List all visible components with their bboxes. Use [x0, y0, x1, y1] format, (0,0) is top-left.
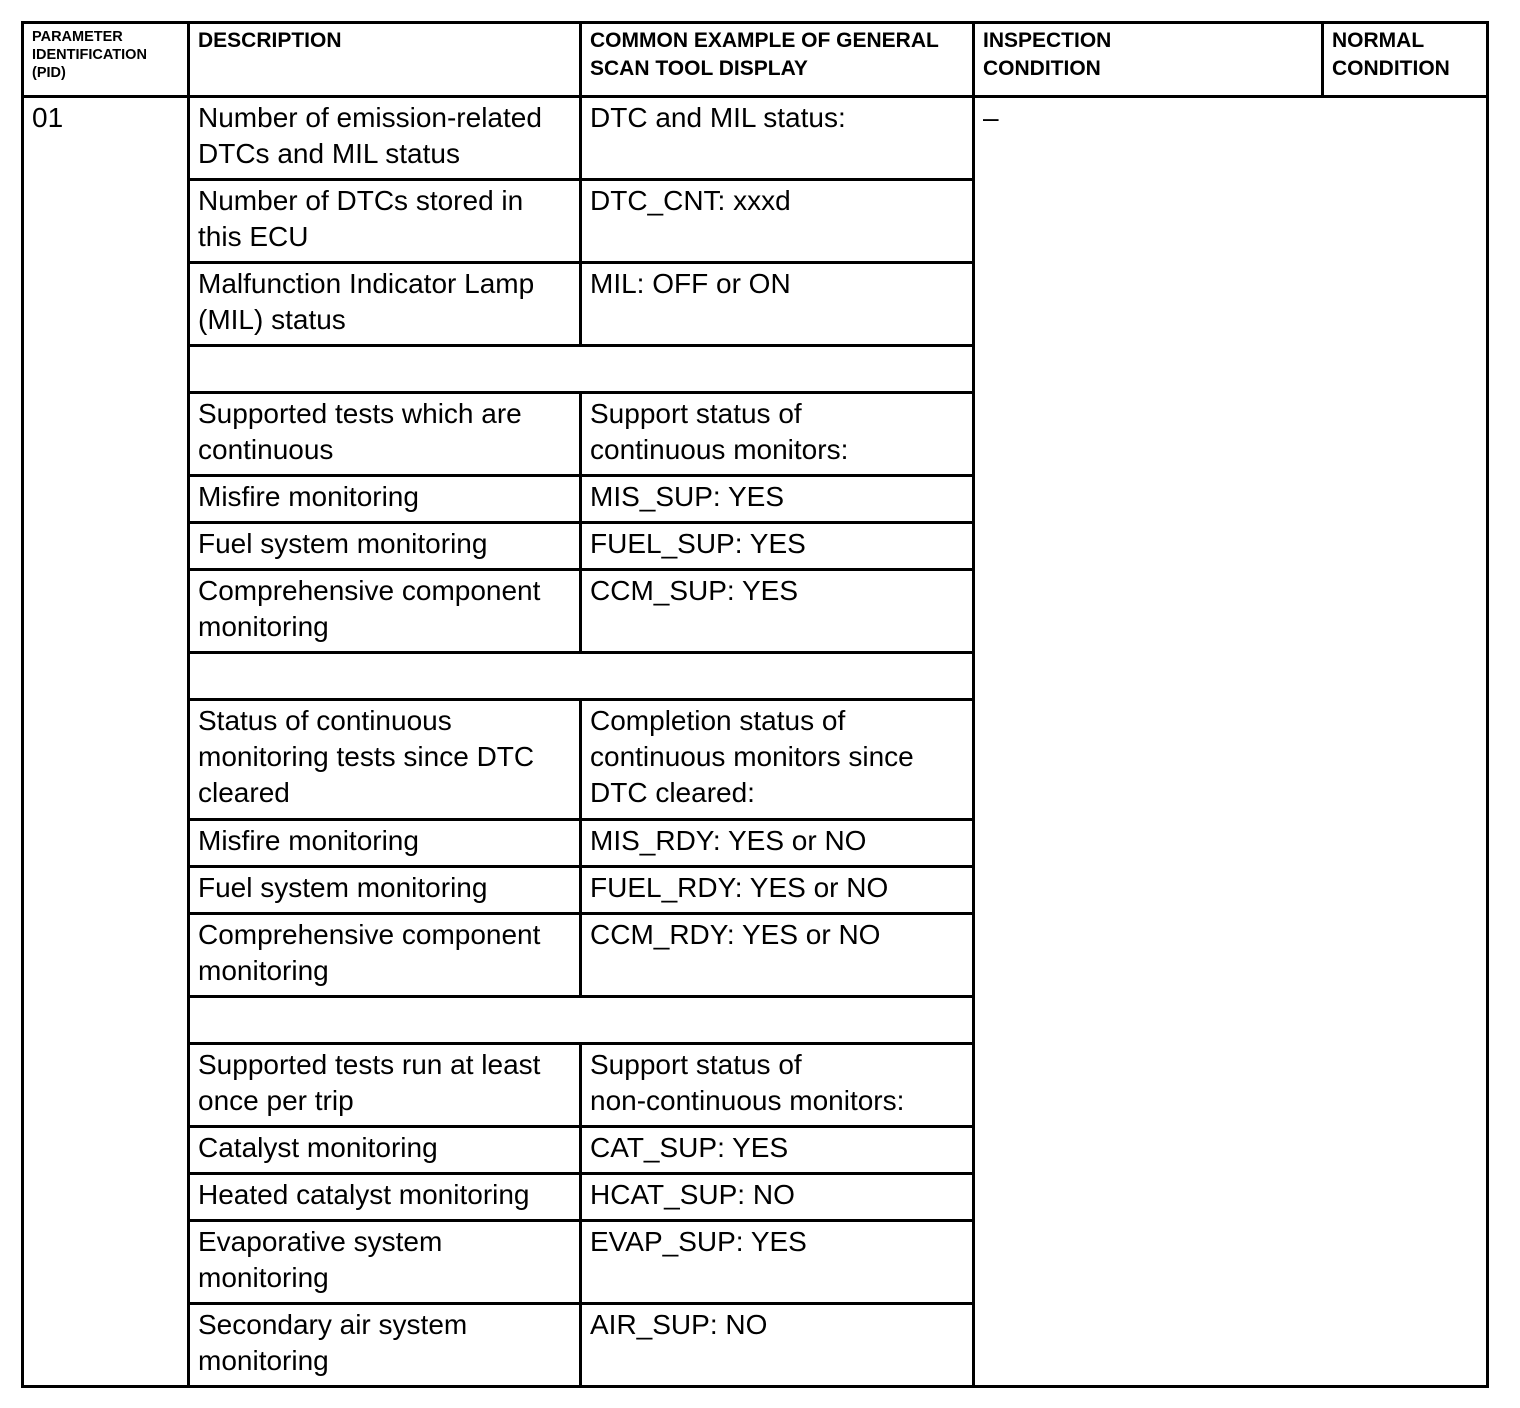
- description-cell: [189, 476, 581, 523]
- pid-cell: [23, 97, 189, 1387]
- header-display-line: COMMON EXAMPLE OF GENERAL: [590, 29, 939, 52]
- description-line: Supported tests which are: [198, 398, 522, 429]
- display-cell: [581, 1174, 974, 1221]
- description-line: DTCs and MIL status: [198, 138, 460, 169]
- display-line: FUEL_RDY: YES or NO: [590, 872, 889, 903]
- header-display: [581, 23, 974, 97]
- description-cell: [189, 1304, 581, 1387]
- display-line: continuous monitors:: [590, 434, 849, 465]
- header-normal: [1323, 23, 1488, 97]
- display-line: AIR_SUP: NO: [590, 1309, 768, 1340]
- display-cell: [581, 867, 974, 914]
- display-line: non-continuous monitors:: [590, 1085, 905, 1116]
- description-line: Misfire monitoring: [198, 481, 419, 512]
- spacer-cell: [189, 346, 974, 393]
- table-row: [23, 97, 1488, 180]
- description-line: Catalyst monitoring: [198, 1132, 438, 1163]
- description-cell: [189, 97, 581, 180]
- description-cell: [189, 1174, 581, 1221]
- spacer-cell: [189, 997, 974, 1044]
- header-inspection: [974, 23, 1323, 97]
- inspection-value: –: [983, 102, 999, 133]
- description-cell: [189, 1044, 581, 1127]
- header-pid-line: IDENTIFICATION: [32, 47, 147, 63]
- description-line: Heated catalyst monitoring: [198, 1179, 530, 1210]
- header-inspection-line: CONDITION: [983, 57, 1101, 80]
- display-cell: [581, 914, 974, 997]
- pid-value: 01: [32, 102, 64, 133]
- header-normal-line: NORMAL: [1332, 29, 1425, 52]
- description-cell: [189, 263, 581, 346]
- description-line: this ECU: [198, 221, 309, 252]
- description-line: monitoring tests since DTC: [198, 741, 535, 772]
- description-line: monitoring: [198, 611, 329, 642]
- display-line: DTC cleared:: [590, 777, 755, 808]
- description-line: monitoring: [198, 955, 329, 986]
- description-line: Evaporative system: [198, 1226, 443, 1257]
- header-normal-line: CONDITION: [1332, 57, 1450, 80]
- description-cell: [189, 1221, 581, 1304]
- display-line: CCM_SUP: YES: [590, 575, 798, 606]
- description-line: (MIL) status: [198, 304, 346, 335]
- description-line: Fuel system monitoring: [198, 872, 488, 903]
- description-cell: [189, 867, 581, 914]
- header-pid-line: (PID): [32, 65, 66, 81]
- header-pid: [23, 23, 189, 97]
- display-line: DTC and MIL status:: [590, 102, 846, 133]
- header-row: [23, 23, 1488, 97]
- display-line: CAT_SUP: YES: [590, 1132, 789, 1163]
- description-line: Comprehensive component: [198, 575, 541, 606]
- description-cell: [189, 523, 581, 570]
- display-cell: [581, 1221, 974, 1304]
- header-display-line: SCAN TOOL DISPLAY: [590, 57, 808, 80]
- description-cell: [189, 393, 581, 476]
- description-line: Supported tests run at least: [198, 1049, 541, 1080]
- description-cell: [189, 570, 581, 653]
- display-line: MIL: OFF or ON: [590, 268, 791, 299]
- display-cell: [581, 180, 974, 263]
- inspection-cell: [974, 97, 1488, 1387]
- description-line: cleared: [198, 777, 290, 808]
- description-line: continuous: [198, 434, 334, 465]
- display-cell: [581, 700, 974, 820]
- header-description: [189, 23, 581, 97]
- display-cell: [581, 1304, 974, 1387]
- display-line: CCM_RDY: YES or NO: [590, 919, 881, 950]
- display-cell: [581, 97, 974, 180]
- pid-table: [21, 21, 1489, 1388]
- display-cell: [581, 523, 974, 570]
- display-line: DTC_CNT: xxxd: [590, 185, 791, 216]
- header-description-text: DESCRIPTION: [198, 29, 342, 52]
- description-line: Number of DTCs stored in: [198, 185, 524, 216]
- display-cell: [581, 1127, 974, 1174]
- display-cell: [581, 263, 974, 346]
- display-cell: [581, 1044, 974, 1127]
- display-line: Support status of: [590, 398, 802, 429]
- display-line: Completion status of: [590, 705, 846, 736]
- description-line: Fuel system monitoring: [198, 528, 488, 559]
- spacer-cell: [189, 653, 974, 700]
- display-line: FUEL_SUP: YES: [590, 528, 806, 559]
- description-line: monitoring: [198, 1262, 329, 1293]
- display-cell: [581, 476, 974, 523]
- display-cell: [581, 820, 974, 867]
- description-line: Malfunction Indicator Lamp: [198, 268, 535, 299]
- display-line: HCAT_SUP: NO: [590, 1179, 795, 1210]
- header-pid-line: PARAMETER: [32, 29, 123, 45]
- description-cell: [189, 820, 581, 867]
- display-line: EVAP_SUP: YES: [590, 1226, 807, 1257]
- display-cell: [581, 570, 974, 653]
- description-cell: [189, 700, 581, 820]
- display-cell: [581, 393, 974, 476]
- description-line: monitoring: [198, 1345, 329, 1376]
- display-line: MIS_SUP: YES: [590, 481, 785, 512]
- description-cell: [189, 1127, 581, 1174]
- display-line: continuous monitors since: [590, 741, 914, 772]
- description-line: once per trip: [198, 1085, 354, 1116]
- display-line: MIS_RDY: YES or NO: [590, 825, 867, 856]
- description-line: Status of continuous: [198, 705, 452, 736]
- description-cell: [189, 180, 581, 263]
- description-line: Comprehensive component: [198, 919, 541, 950]
- description-line: Number of emission-related: [198, 102, 542, 133]
- description-line: Secondary air system: [198, 1309, 468, 1340]
- description-line: Misfire monitoring: [198, 825, 419, 856]
- display-line: Support status of: [590, 1049, 802, 1080]
- description-cell: [189, 914, 581, 997]
- header-inspection-line: INSPECTION: [983, 29, 1112, 52]
